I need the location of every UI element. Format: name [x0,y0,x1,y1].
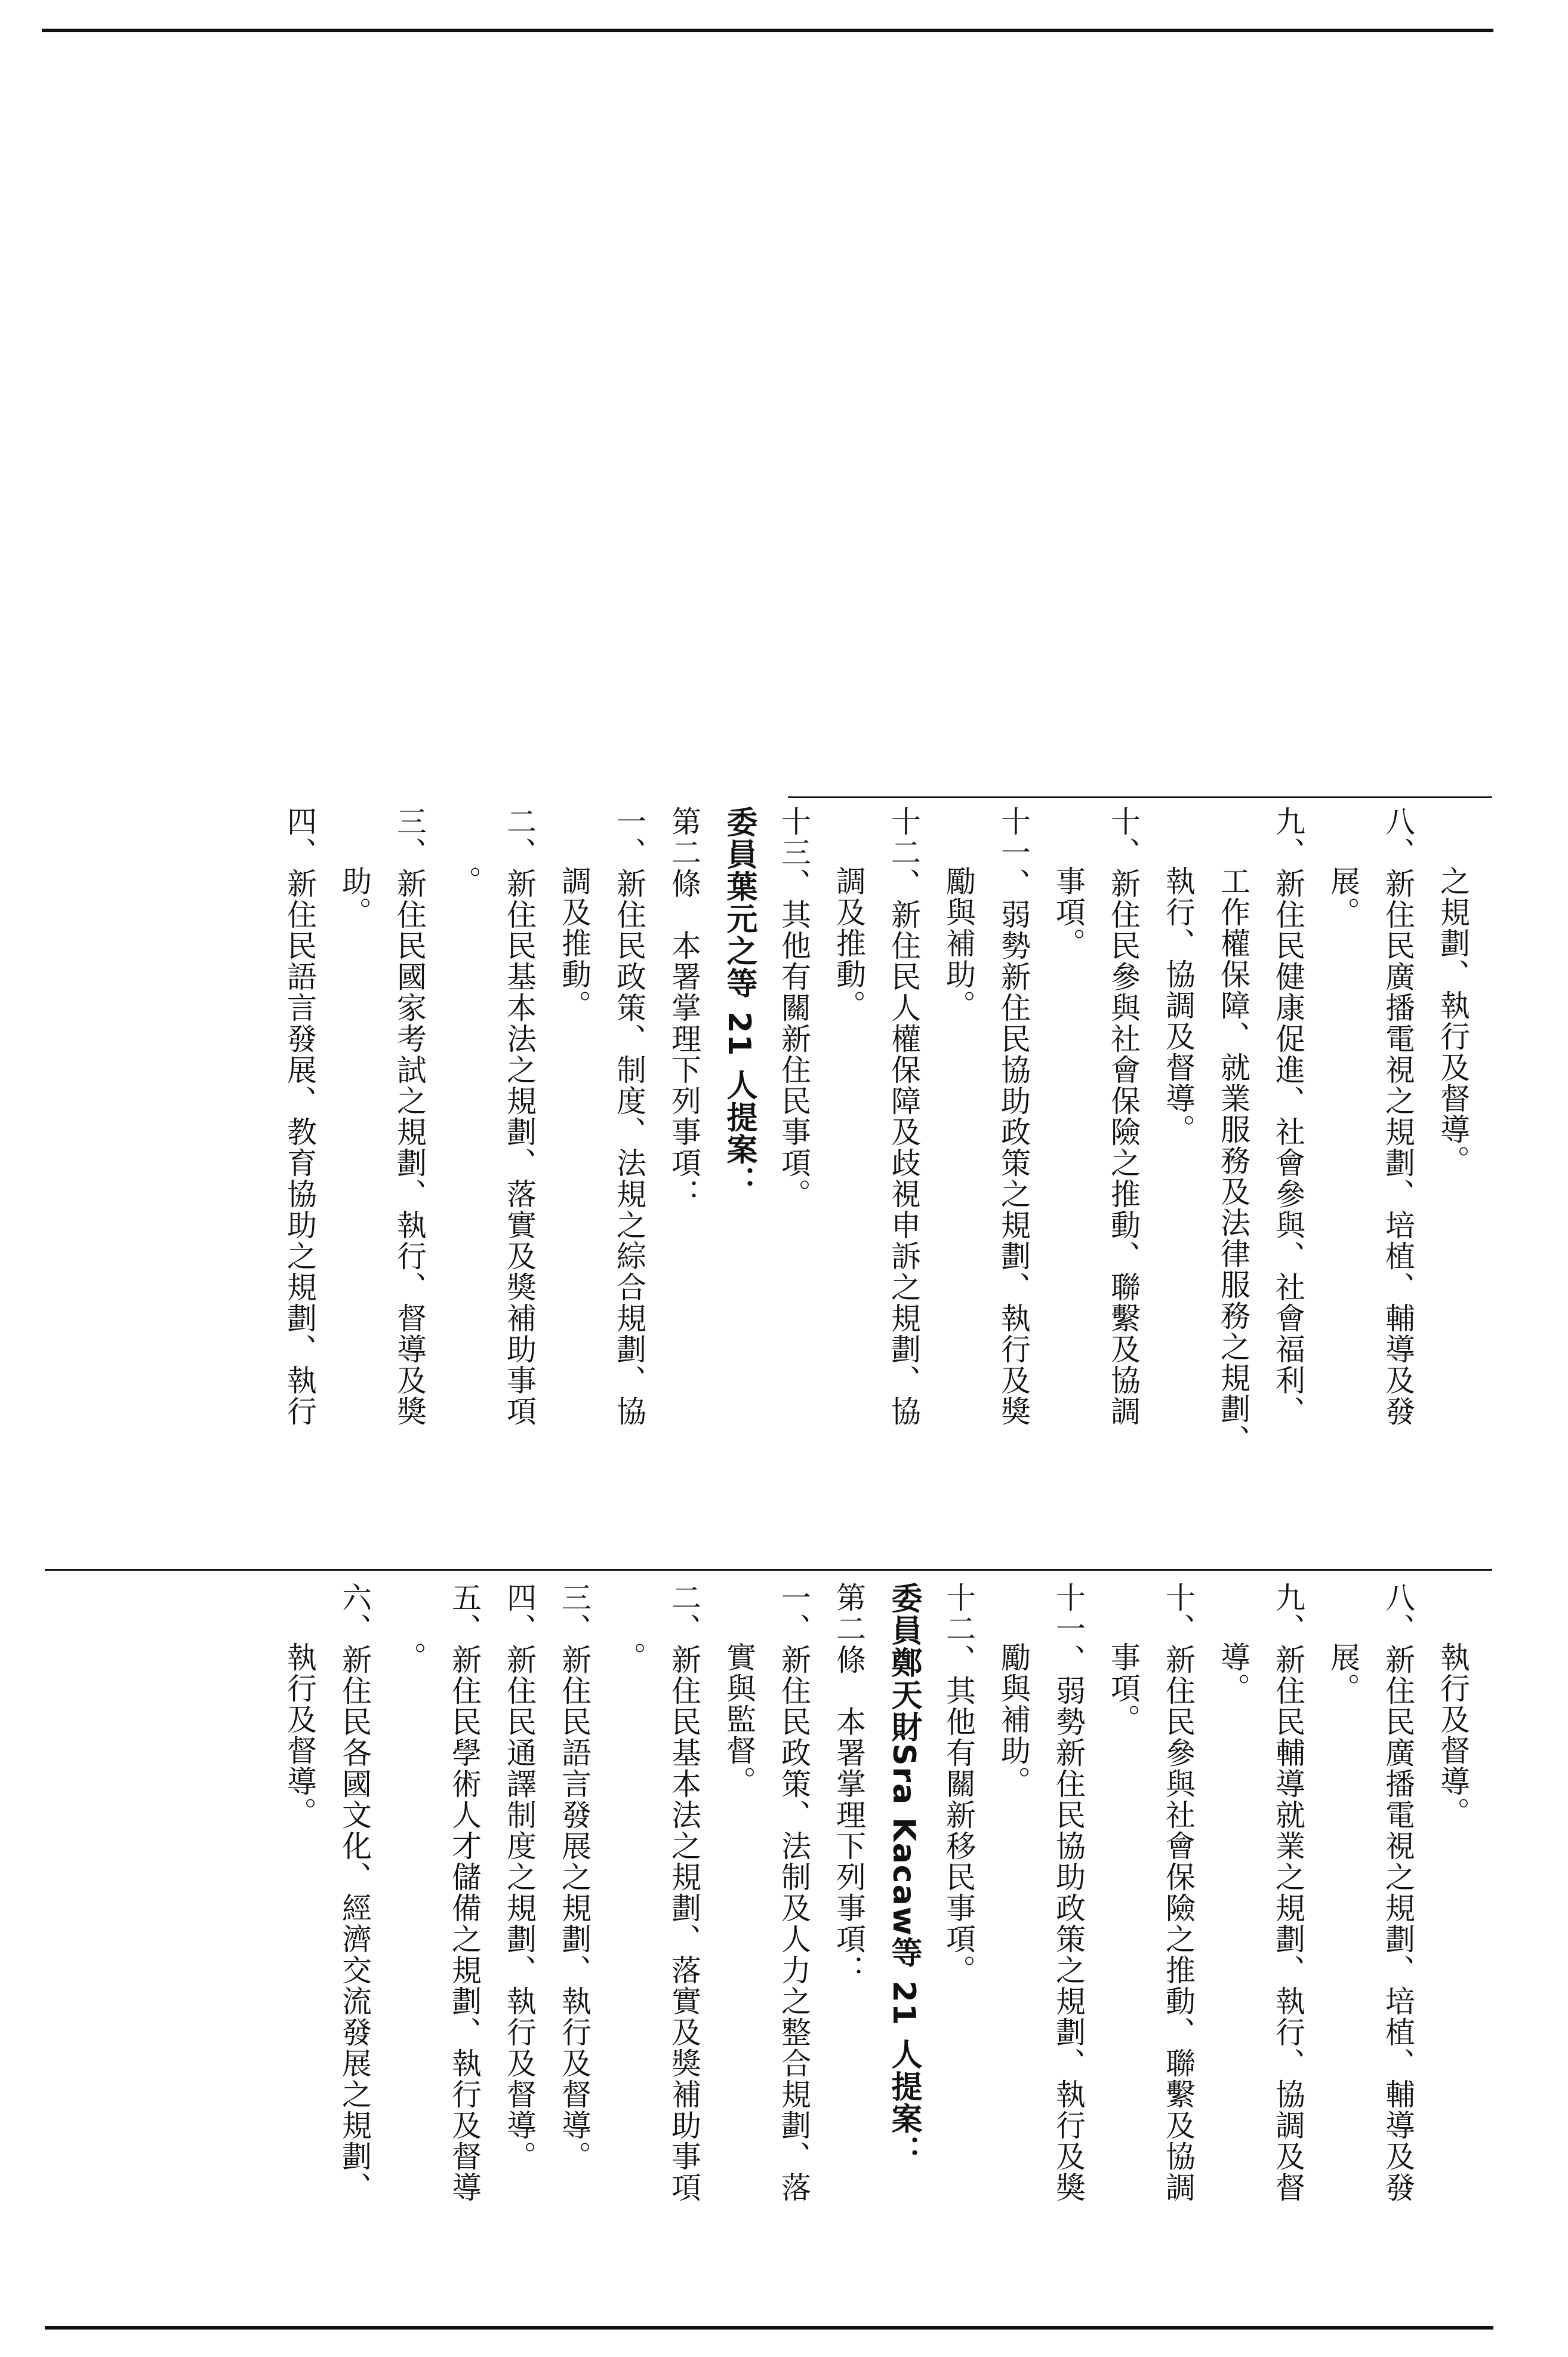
upper-divider-line [788,796,1492,798]
text-line: 第二條 本署掌理下列事項： [831,1582,866,1986]
text-line: 五、新住民學術人才儲備之規劃、執行及督導 [447,1582,482,2203]
text-line: 十、新住民參與社會保險之推動、聯繫及協調 [1106,806,1141,1427]
text-line: 。 [447,866,482,897]
text-line: 四、新住民語言發展、教育協助之規劃、執行 [282,806,317,1427]
text-line: 。 [392,1642,427,1673]
text-line: 事項。 [1051,866,1086,959]
text-line: 展。 [1326,866,1360,928]
lower-text-column [60,1582,1480,2316]
lower-divider-line [45,1569,1492,1571]
text-line: 九、新住民健康促進、社會參與、社會福利、 [1271,806,1305,1427]
text-line: 助。 [337,866,372,928]
top-border-line [42,29,1493,32]
text-line: 調及推動。 [831,866,866,1021]
text-line: 之規劃、執行及督導。 [1435,866,1470,1176]
text-line: 六、新住民各國文化、經濟交流發展之規劃、 [337,1582,372,2203]
text-line: 十二、新住民人權保障及歧視申訴之規劃、協 [886,806,921,1427]
text-line: 九、新住民輔導就業之規劃、執行、協調及督 [1271,1582,1305,2203]
text-line: 勵與補助。 [996,1642,1031,1797]
text-line: 事項。 [1106,1642,1141,1735]
text-line: 一、新住民政策、法制及人力之整合規劃、落 [777,1582,811,2203]
text-line: 展。 [1326,1642,1360,1704]
text-line: 三、新住民國家考試之規劃、執行、督導及獎 [392,806,427,1427]
bottom-border-line [45,2326,1493,2330]
text-line: 第二條 本署掌理下列事項： [667,806,701,1210]
text-line: 八、新住民廣播電視之規劃、培植、輔導及發 [1381,1582,1415,2203]
text-line: 一、新住民政策、制度、法規之綜合規劃、協 [612,806,646,1427]
text-line: 八、新住民廣播電視之規劃、培植、輔導及發 [1381,806,1415,1427]
text-line: 。 [612,1642,646,1673]
text-line: 十三、其他有關新住民事項。 [777,806,811,1210]
text-line: 十、新住民參與社會保險之推動、聯繫及協調 [1161,1582,1196,2203]
text-line: 實與監督。 [722,1642,756,1797]
text-line: 三、新住民語言發展之規劃、執行及督導。 [557,1582,592,2172]
text-line: 執行及督導。 [1435,1642,1470,1828]
text-line: 執行、協調及督導。 [1161,866,1196,1145]
upper-text-column [282,806,1480,1561]
text-line: 導。 [1216,1642,1250,1704]
text-line: 十一、弱勢新住民協助政策之規劃、執行及獎 [1051,1582,1086,2203]
proposal-heading: 委員葉元之等 21 人提案： [721,806,757,1198]
proposal-heading: 委員鄭天財Sra Kacaw等 21 人提案： [886,1582,922,2168]
text-line: 二、新住民基本法之規劃、落實及獎補助事項 [502,806,537,1427]
text-line: 十一、弱勢新住民協助政策之規劃、執行及獎 [996,806,1031,1427]
text-line: 調及推動。 [557,866,592,1021]
text-line: 工作權保障、就業服務及法律服務之規劃、 [1216,866,1250,1456]
text-line: 執行及督導。 [282,1642,317,1828]
text-line: 四、新住民通譯制度之規劃、執行及督導。 [502,1582,537,2172]
text-line: 勵與補助。 [941,866,976,1021]
text-line: 二、新住民基本法之規劃、落實及獎補助事項 [667,1582,701,2203]
text-line: 十二、其他有關新移民事項。 [941,1582,976,1986]
